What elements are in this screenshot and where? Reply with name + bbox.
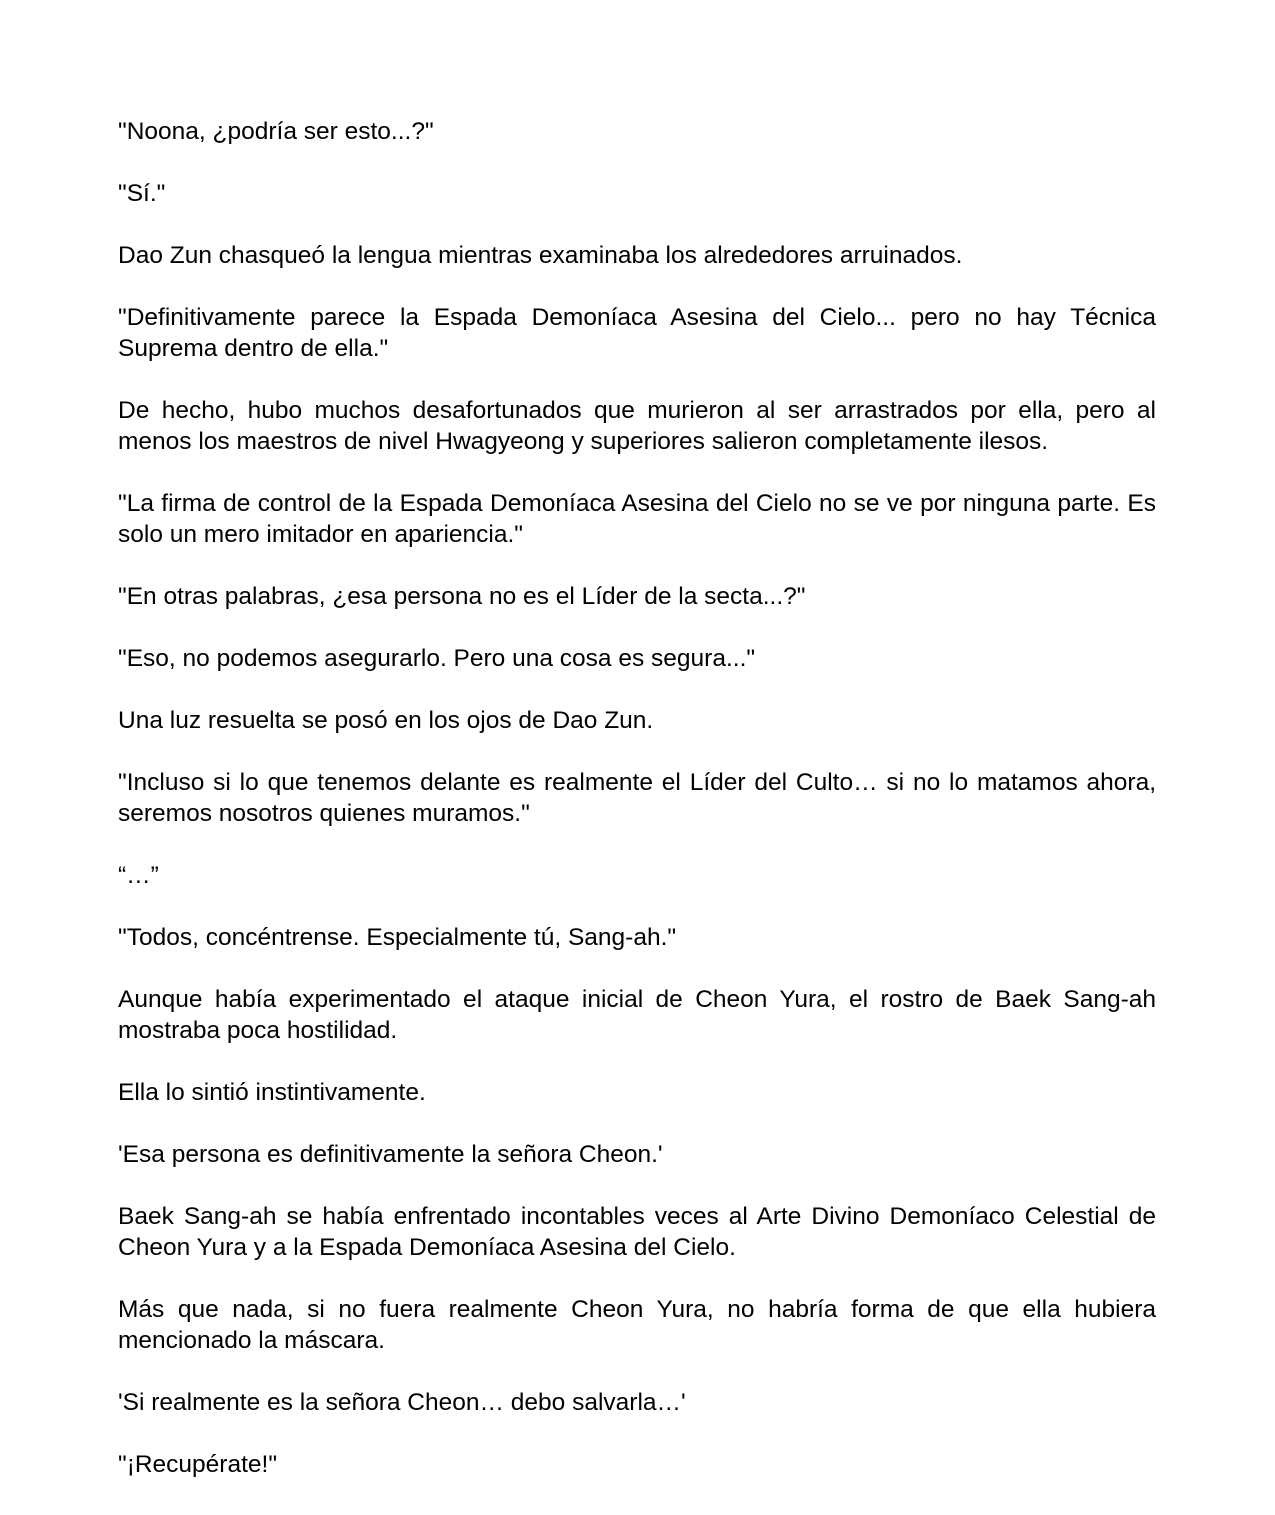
paragraph: Baek Sang-ah se había enfrentado incontables veces al Arte Divino Demoníaco Celestial de Cheon Yura y a la Espada Demoníaca Asesina del Cielo. [118, 1203, 1156, 1261]
paragraph: “…” [118, 862, 159, 889]
paragraph: Dao Zun chasqueó la lengua mientras examinaba los alrededores arruinados. [118, 242, 963, 269]
paragraph: "Eso, no podemos asegurarlo. Pero una cosa es segura..." [118, 645, 756, 672]
paragraph: "Sí." [118, 180, 166, 207]
document-page [118, 116, 1156, 1511]
paragraph: "Incluso si lo que tenemos delante es realmente el Líder del Culto… si no lo matamos ahora, seremos nosotros quienes muramos." [118, 769, 1156, 827]
paragraph: 'Si realmente es la señora Cheon… debo salvarla…' [118, 1389, 686, 1416]
paragraph: Una luz resuelta se posó en los ojos de Dao Zun. [118, 707, 654, 734]
paragraph: "¡Recupérate!" [118, 1451, 278, 1478]
paragraph: 'Esa persona es definitivamente la señora Cheon.' [118, 1141, 663, 1168]
paragraph: "En otras palabras, ¿esa persona no es el Líder de la secta...?" [118, 583, 806, 610]
paragraph: De hecho, hubo muchos desafortunados que murieron al ser arrastrados por ella, pero al menos los maestros de nivel Hwagyeong y superiores salieron completamente ilesos. [118, 397, 1156, 455]
paragraph: Aunque había experimentado el ataque inicial de Cheon Yura, el rostro de Baek Sang-ah mostraba poca hostilidad. [118, 986, 1156, 1044]
paragraph: "Todos, concéntrense. Especialmente tú, Sang-ah." [118, 924, 677, 951]
paragraph: "La firma de control de la Espada Demoníaca Asesina del Cielo no se ve por ninguna parte. Es solo un mero imitador en apariencia." [118, 490, 1156, 548]
paragraph: "Noona, ¿podría ser esto...?" [118, 118, 434, 145]
paragraph: Más que nada, si no fuera realmente Cheon Yura, no habría forma de que ella hubiera mencionado la máscara. [118, 1296, 1156, 1354]
paragraph: "Definitivamente parece la Espada Demoníaca Asesina del Cielo... pero no hay Técnica Suprema dentro de ella." [118, 304, 1156, 362]
paragraph: Ella lo sintió instintivamente. [118, 1079, 426, 1106]
